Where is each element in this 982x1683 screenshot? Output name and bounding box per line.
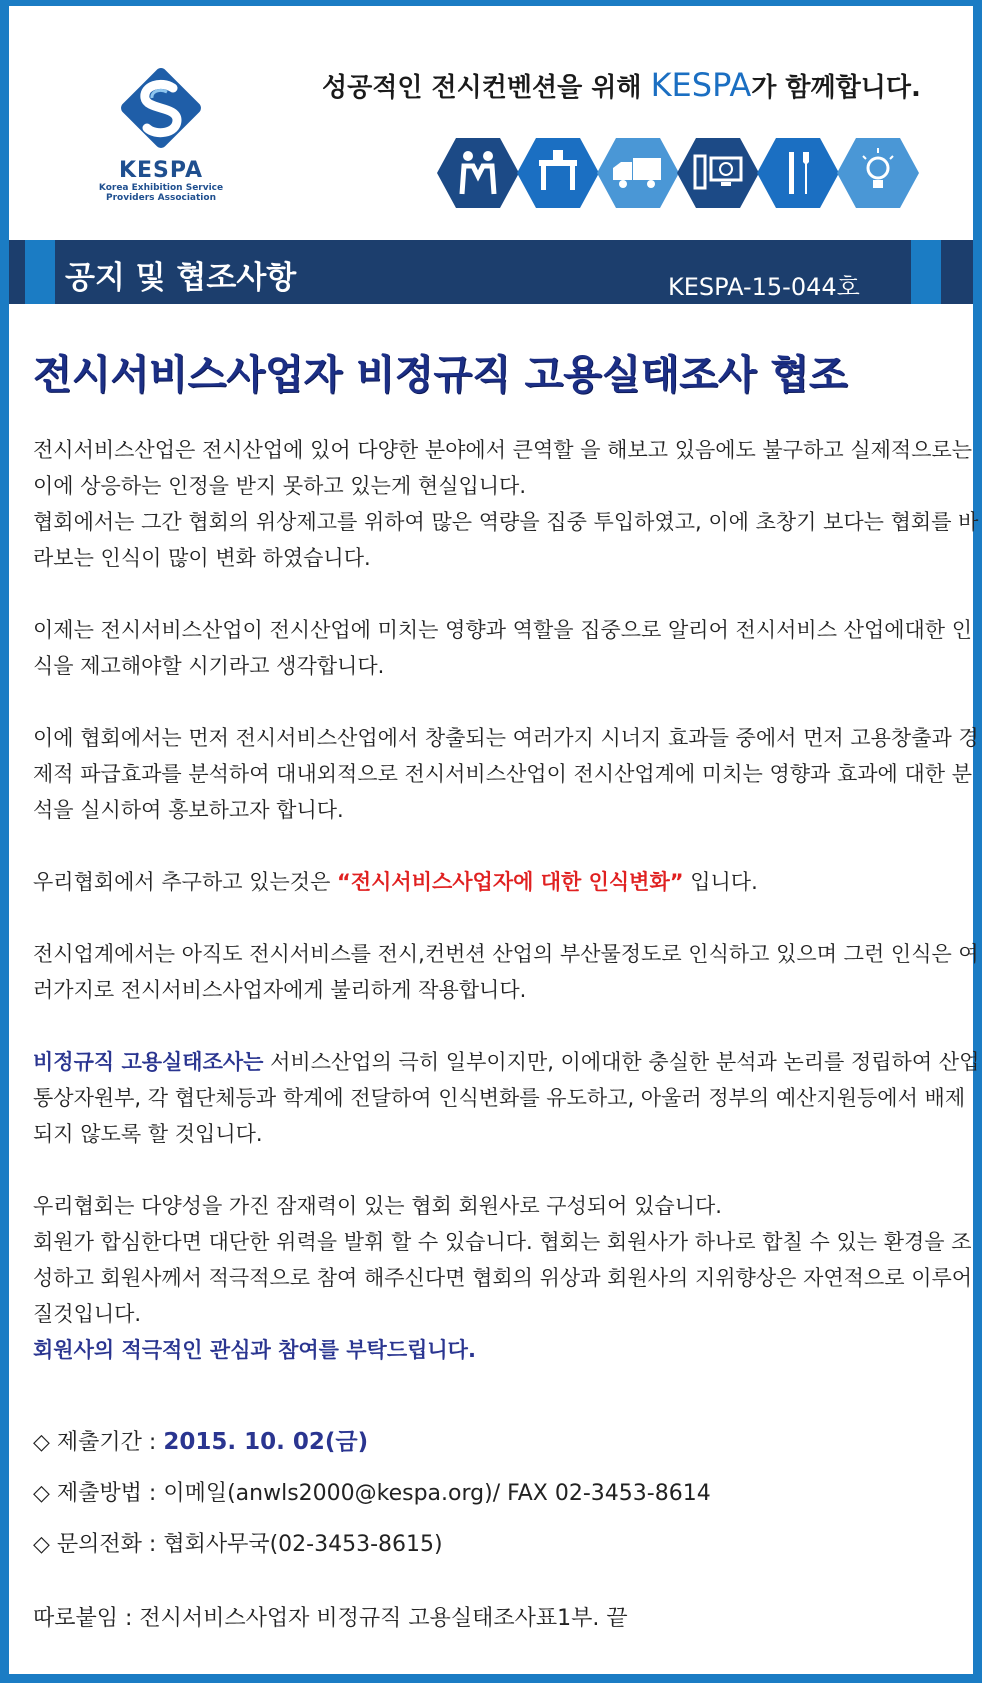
deadline-line	[33, 1423, 973, 1456]
kespa-logo-mark	[109, 56, 213, 160]
truck-icon	[595, 136, 681, 210]
paragraph-6-post: 서비스산업의 극히 일부이지만, 이에대한 충실한 분석과 논리를 정립하여 산업통상자원부, 각 협단체등과 학계에 전달하여 인식변화를 유도하고, 아울러 정부의 예산지원등에서 배제되지 않도록 할 것입니다.	[33, 1050, 980, 1146]
desk-icon	[515, 136, 601, 210]
contact-line: ◇ 문의전화 : 협회사무국(02-3453-8615)	[33, 1532, 443, 1557]
tools-icon	[755, 136, 841, 210]
notice-bar	[9, 240, 973, 304]
slogan-pre: 성공적인 전시컨벤션을 위해	[322, 73, 651, 103]
paragraph-7: 우리협회는 다양성을 가진 잠재력이 있는 협회 회원사로 구성되어 있습니다.	[33, 1194, 722, 1218]
computer-icon	[675, 136, 761, 210]
paragraph-4-highlight: “전시서비스사업자에 대한 인식변화”	[337, 870, 684, 894]
handshake-icon	[435, 136, 521, 210]
submission-method: ◇ 제출방법 : 이메일(anwls2000@kespa.org)/ FAX 02-3453-8614	[33, 1481, 711, 1506]
paragraph-4-pre: 우리협회에서 추구하고 있는것은	[33, 870, 338, 894]
paragraph-6	[33, 1044, 981, 1152]
paragraph-5: 전시업계에서는 아직도 전시서비스를 전시,컨번션 산업의 부산물정도로 인식하고 있으며 그런 인식은 여러가지로 전시서비스사업자에게 불리하게 작용합니다.	[33, 942, 979, 1002]
paragraph-7b: 회원가 합심한다면 대단한 위력을 발휘 할 수 있습니다. 협회는 회원사가 하나로 합칠 수 있는 환경을 조성하고 회원사께서 적극적으로 참여 해주신다면 협회의 위상과 회원사의 지위향상은 자연적으로 이루어질것입니다.	[33, 1230, 973, 1326]
notice-bar-accent-left	[25, 240, 55, 304]
logo-subtitle-1: Korea Exhibition Service	[98, 183, 224, 193]
slogan-post: 가 함께합니다.	[751, 73, 921, 103]
notice-bar-accent-right	[911, 240, 941, 304]
document-body	[33, 432, 981, 1368]
paragraph-3: 이에 협회에서는 먼저 전시서비스산업에서 창출되는 여러가지 시너지 효과들 중에서 먼저 고용창출과 경제적 파급효과를 분석하여 대내외적으로 전시서비스산업이 전시산업계에 미치는 영향과 효과에 대한 분석을 실시하여 홍보하고자 합니다.	[33, 726, 979, 822]
paragraph-6-highlight: 비정규직 고용실태조사는	[33, 1050, 264, 1074]
lightbulb-icon	[835, 136, 921, 210]
paragraph-7c: 회원사의 적극적인 관심과 참여를 부탁드립니다.	[33, 1338, 476, 1362]
notice-title: 공지 및 협조사항	[65, 260, 297, 296]
kespa-logo	[91, 56, 231, 216]
attachment-line: 따로붙임 : 전시서비스사업자 비정규직 고용실태조사표1부. 끝	[33, 1606, 628, 1631]
paragraph-4-post: 입니다.	[683, 870, 758, 894]
notice-number: KESPA-15-044호	[668, 273, 860, 301]
paragraph-1b: 협회에서는 그간 협회의 위상제고를 위하여 많은 역량을 집중 투입하였고, 이에 초창기 보다는 협회를 바라보는 인식이 많이 변화 하였습니다.	[33, 510, 979, 570]
logo-subtitle-2: Providers Association	[106, 193, 216, 203]
slogan	[322, 66, 921, 104]
slogan-brand: KESPA	[650, 66, 752, 104]
logo-text: KESPA	[118, 158, 204, 183]
deadline-label: ◇ 제출기간 :	[33, 1430, 164, 1455]
paragraph-1: 전시서비스산업은 전시산업에 있어 다양한 분야에서 큰역할 을 해보고 있음에도 불구하고 실제적으로는 이에 상응하는 인정을 받지 못하고 있는게 현실입니다.	[33, 438, 973, 498]
paragraph-4	[33, 864, 981, 900]
deadline-value: 2015. 10. 02(금)	[163, 1429, 369, 1455]
paragraph-2: 이제는 전시서비스산업이 전시산업에 미치는 영향과 역할을 집중으로 알리어 전시서비스 산업에대한 인식을 제고해야할 시기라고 생각합니다.	[33, 618, 973, 678]
document-title: 전시서비스사업자 비정규직 고용실태조사 협조	[33, 352, 848, 398]
header	[9, 6, 973, 240]
